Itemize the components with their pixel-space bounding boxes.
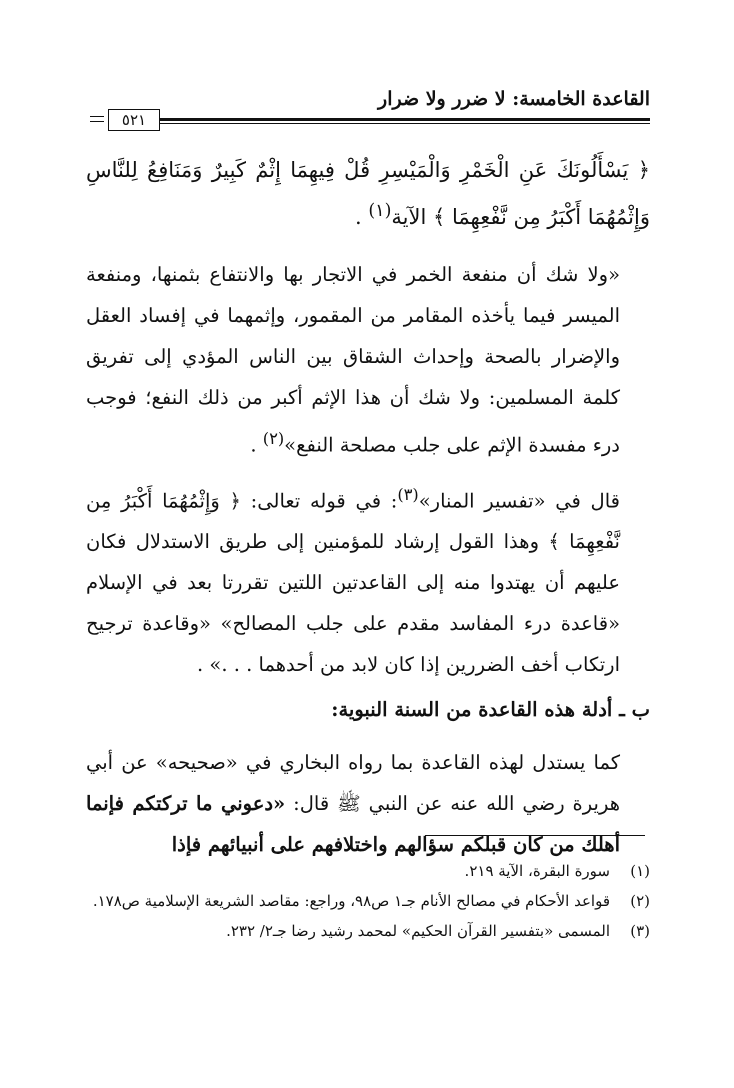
- footnote-text: سورة البقرة، الآية ٢١٩.: [464, 862, 610, 880]
- footnote-ref: (٣): [397, 484, 419, 504]
- footnote: [86, 856, 650, 886]
- verse-text: ﴿ يَسْأَلُونَكَ عَنِ الْخَمْرِ وَالْمَيْسِرِ قُلْ فِيهِمَا إِثْمٌ كَبِيرٌ وَمَنَافِعُ لِلنَّاسِ وَإِثْمُهُمَا أَكْبَرُ مِن نَّفْعِهِمَا ﴾ الآية: [86, 158, 650, 229]
- footnote-number: (٣): [630, 922, 650, 940]
- paragraph: [86, 742, 650, 865]
- section-heading: ب ـ أدلة هذه القاعدة من السنة النبوية:: [331, 698, 650, 721]
- footnote: [86, 886, 650, 916]
- footnote: [86, 916, 650, 946]
- paragraph-text: : في قوله تعالى: ﴿ وَإِثْمُهُمَا أَكْبَرُ مِن نَّفْعِهِمَا ﴾ وهذا القول إرشاد للمؤمنين إلى طريق الاستدلال فكان عليهم أن يهتدوا منه إلى القاعدتين اللتين تقررتا بعد في الإسلام «قاعدة درء المفاسد مقدم على جلب المصالح» «وقاعدة ترجيح ارتكاب أخف الضررين إذا كان لابد من أحدهما . . .» .: [86, 489, 620, 676]
- main-text: [86, 150, 650, 865]
- page-number-dash: [90, 116, 104, 117]
- footnote-ref: (١): [368, 201, 392, 221]
- header-rule: [160, 118, 650, 124]
- running-header: [90, 88, 650, 140]
- paragraph-text: «ولا شك أن منفعة الخمر في الاتجار بها والانتفاع بثمنها، ومنفعة الميسر فيما يأخذه المقامر من المقمور، وإثمهما في إفساد العقل والإضرار بالصحة وإحداث الشقاق بين الناس المؤدي إلى تفريق كلمة المسلمين: ولا شك أن هذا الإثم أكبر من ذلك النفع؛ فوجب درء مفسدة الإثم على جلب مصلحة النفع»: [86, 263, 620, 457]
- page-number-dash: [90, 121, 104, 122]
- paragraph: [86, 474, 650, 686]
- footnote-ref: (٢): [262, 429, 285, 448]
- hadith-text: «دعوني ما تركتكم فإنما أهلك من كان قبلكم سؤالهم واختلافهم على أنبيائهم فإذا: [86, 792, 620, 856]
- footnote-separator: [425, 835, 645, 836]
- header-title: القاعدة الخامسة: لا ضرر ولا ضرار: [378, 88, 650, 110]
- footnote-text: المسمى «بتفسير القرآن الحكيم» لمحمد رشيد رضا جـ٢/ ٢٣٢.: [226, 922, 610, 940]
- footnotes: [86, 856, 650, 946]
- footnote-text: قواعد الأحكام في مصالح الأنام جـ١ ص٩٨، وراجع: مقاصد الشريعة الإسلامية ص١٧٨.: [92, 892, 610, 910]
- page-number: ٥٢١: [108, 109, 160, 131]
- page-number-group: [90, 109, 170, 131]
- footnote-number: (٢): [630, 892, 650, 910]
- paragraph: «ولا شك أن منفعة الخمر في الاتجار بها والانتفاع بثمنها، ومنفعة الميسر فيما يأخذه المقامر من المقمور، وإثمهما في إفساد العقل والإضرار بالصحة وإحداث الشقاق بين الناس المؤدي إلى تفريق كلمة المسلمين: ولا شك أن هذا الإثم أكبر من ذلك النفع؛ فوجب درء مفسدة الإثم على جلب مصلحة النفع»$^{(٢)}$ .: [86, 263, 620, 457]
- quran-verse: ﴿ يَسْأَلُونَكَ عَنِ الْخَمْرِ وَالْمَيْسِرِ قُلْ فِيهِمَا إِثْمٌ كَبِيرٌ وَمَنَافِعُ لِلنَّاسِ وَإِثْمُهُمَا أَكْبَرُ مِن نَّفْعِهِمَا ﴾ الآية$^{(١)}$ .: [86, 158, 650, 229]
- footnote-number: (١): [630, 862, 650, 880]
- paragraph-text: كما يستدل لهذه القاعدة بما رواه البخاري في «صحيحه» عن أبي هريرة رضي الله عنه عن النبي ﷺ قال:: [86, 751, 620, 815]
- paragraph-text: قال في «تفسير المنار»: [418, 489, 620, 512]
